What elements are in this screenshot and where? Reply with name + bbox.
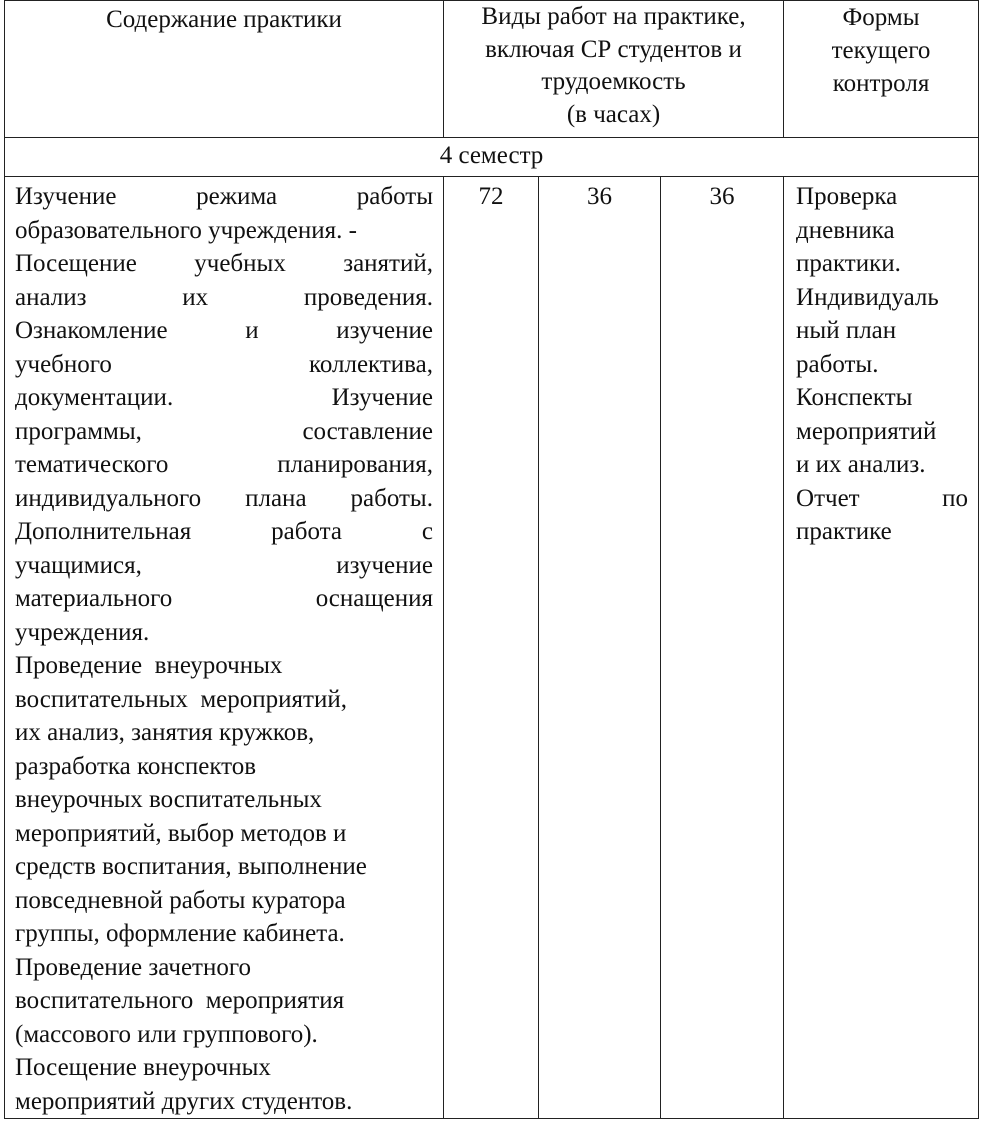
header-control-line: текущего [831,37,931,64]
header-types-line: трудоемкость [541,68,686,95]
content-justified-block [15,180,433,616]
content-word: и [245,317,259,344]
practice-row [5,177,979,1119]
content-word: планирования, [277,451,433,478]
content-line [15,582,433,616]
content-line: воспитательных мероприятий, [15,685,347,713]
content-word: индивидуального [15,484,202,512]
control-line: и их анализ. [796,451,926,478]
control-line: Индивидуаль [796,283,939,311]
control-line: ный план [796,317,897,344]
content-word: занятий, [343,250,433,277]
hours-independent: 36 [661,177,784,1119]
content-line [15,314,433,348]
content-word: программы, [15,417,142,445]
content-line: воспитательного мероприятия [15,987,345,1014]
header-row [5,1,979,138]
content-line [15,448,433,482]
practice-table [4,0,979,1119]
content-line [15,180,433,214]
practice-content-cell [5,177,444,1119]
content-line: повседневной работы куратора [15,886,346,914]
control-justified-line [796,482,968,516]
semester-row [5,138,979,177]
content-word: материального [15,585,173,612]
content-word: режима [196,183,278,210]
control-word: по [942,484,969,512]
content-word: учебного [15,350,112,378]
content-word: составление [302,417,433,445]
content-line [15,482,433,516]
content-line: средств воспитания, выполнение [15,853,367,880]
content-line: Проведение внеурочных [15,652,283,679]
control-line: практики. [796,250,901,277]
header-types-line: Виды работ на практике, [481,3,746,30]
content-word: изучение [336,551,433,579]
content-word: Посещение [15,250,137,277]
content-line [15,281,433,315]
content-line: их анализ, занятия кружков, [15,719,315,746]
content-line: группы, оформление кабинета. [15,920,345,947]
content-word: учебных [194,250,286,277]
content-line [15,381,433,415]
content-word: работы [356,183,433,210]
content-word: Изучение [15,183,117,210]
content-line [15,214,433,248]
semester-label: 4 семестр [5,138,979,177]
content-line: разработка конспектов [15,752,257,780]
content-line: Проведение зачетного [15,953,251,981]
content-word: изучение [336,317,433,344]
content-line [15,247,433,281]
header-content [5,1,444,138]
header-work-types [444,1,784,138]
content-line: Посещение внеурочных [15,1054,271,1081]
content-line: внеурочных воспитательных [15,786,322,813]
control-line: дневника [796,216,895,244]
content-word: работы. [350,484,433,512]
control-forms-cell [784,177,979,1119]
content-word: документации. [15,384,174,411]
control-line: работы. [796,350,879,378]
content-word: проведения. [303,283,433,311]
content-word: учащимися, [15,551,142,579]
content-word: коллектива, [308,350,433,378]
content-word: с [421,518,433,545]
content-line [15,515,433,549]
content-line: мероприятий других студентов. [15,1087,353,1115]
control-word: Отчет [796,484,860,512]
content-line: учреждения. [15,618,150,646]
content-word: Ознакомление [15,317,168,344]
header-control-forms [784,1,979,138]
content-line [15,549,433,583]
control-lines-block [796,180,968,482]
hours-total: 72 [444,177,539,1119]
content-word: оснащения [315,585,433,612]
content-word: анализ [15,283,87,311]
content-line [15,348,433,382]
control-last-line: практике [796,518,892,545]
content-word: образовательного учреждения. - [15,216,357,244]
control-line: мероприятий [796,417,937,445]
content-word: Изучение [331,384,433,411]
header-content-text: Содержание практики [106,6,342,33]
header-control-line: Формы [842,4,920,31]
content-word: работа [271,518,342,545]
content-word: плана [245,484,307,512]
content-word: тематического [15,451,169,478]
control-line: Конспекты [796,384,913,411]
header-control-line: контроля [832,70,930,97]
content-line [15,415,433,449]
content-word: Дополнительная [15,518,192,545]
hours-classroom: 36 [539,177,661,1119]
header-types-line: (в часах) [566,100,661,128]
content-plain-block [15,616,433,1119]
content-line: (массового или группового). [15,1020,318,1048]
content-word: их [182,283,209,311]
control-line: Проверка [796,183,898,210]
content-line: мероприятий, выбор методов и [15,819,347,847]
header-types-line: включая СР студентов и [485,35,742,63]
